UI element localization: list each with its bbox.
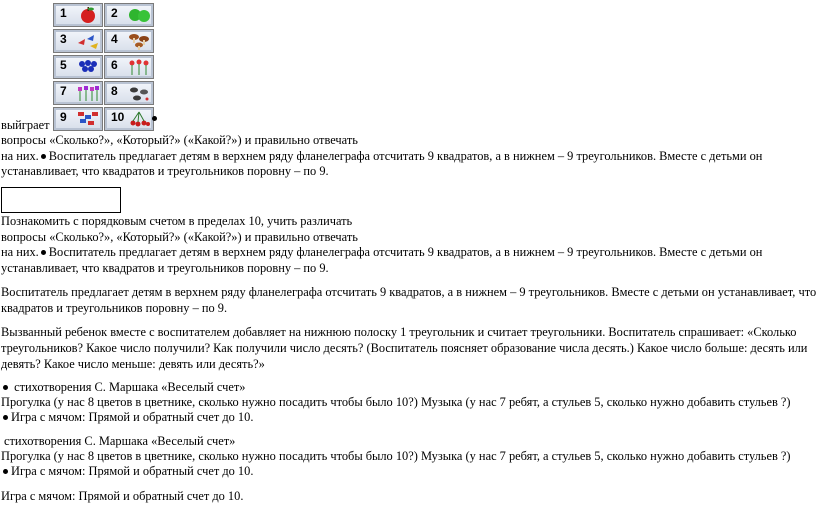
text-line: Прогулка (у нас 8 цветов в цветнике, сколько нужно посадить чтобы было 10?) Музыка (у нас 7 ребят, а стульев 5, сколько нужно добавить стульев ?) (1, 449, 791, 463)
birds-icon (76, 31, 100, 51)
number-card-7 (53, 81, 103, 105)
text-fragment: на них. (1, 149, 39, 163)
text-line: Познакомить с порядковым счетом в пределах 10, учить различать (1, 214, 353, 228)
card-number: 2 (111, 6, 118, 20)
text-line: девять? Какое число меньше: девять или десять?» (1, 357, 265, 371)
number-card-1 (53, 3, 103, 27)
text-fragment: Игра с мячом: Прямой и обратный счет до 10. (11, 410, 254, 424)
card-number: 10 (111, 110, 125, 124)
text-line: выйграет (1, 118, 50, 132)
green-apples-icon (127, 5, 151, 25)
text-line: Прогулка (у нас 8 цветов в цветнике, сколько нужно посадить чтобы было 10?) Музыка (у нас 7 ребят, а стульев 5, сколько нужно добавить стульев ?) (1, 395, 791, 409)
tulips-icon (76, 83, 100, 103)
text-fragment: на них. (1, 245, 39, 259)
text-line (1, 380, 245, 395)
bullet-dot (152, 116, 157, 121)
text-line: Воспитатель предлагает детям в верхнем ряду фланелеграфа отсчитать 9 квадратов, а в нижнем – 9 треугольников. Вместе с детьми он устанавливает, что (1, 285, 816, 299)
text-line: устанавливает, что квадратов и треугольников поровну – по 9. (1, 261, 329, 275)
text-line (1, 410, 253, 425)
number-card-8 (104, 81, 154, 105)
cherries-icon (127, 109, 151, 129)
card-number: 5 (60, 58, 67, 72)
bullet-dot (3, 385, 8, 390)
ducks-icon (127, 83, 151, 103)
bullet-dot (3, 415, 8, 420)
text-line: квадратов и треугольников поровну – по 9. (1, 301, 228, 315)
text-line: устанавливает, что квадратов и треугольников поровну – по 9. (1, 164, 329, 178)
text-fragment: стихотворения С. Маршака «Веселый счет» (14, 380, 246, 394)
text-line (1, 149, 762, 164)
card-number: 8 (111, 84, 118, 98)
card-number: 7 (60, 84, 67, 98)
card-number: 4 (111, 32, 118, 46)
text-line: Игра с мячом: Прямой и обратный счет до 10. (1, 489, 244, 503)
number-card-4 (104, 29, 154, 53)
text-line: стихотворения С. Маршака «Веселый счет» (4, 434, 236, 448)
text-line: вопросы «Сколько?», «Который?» («Какой?») и правильно отвечать (1, 230, 358, 244)
flags-icon (76, 109, 100, 129)
text-fragment: Игра с мячом: Прямой и обратный счет до 10. (11, 464, 254, 478)
flowers-icon (127, 57, 151, 77)
text-fragment: Воспитатель предлагает детям в верхнем ряду фланелеграфа отсчитать 9 квадратов, а в нижнем – 9 треугольников. Вместе с детьми он (48, 149, 763, 163)
card-number: 1 (60, 6, 67, 20)
text-line (1, 245, 762, 260)
number-card-10 (104, 107, 154, 131)
apple-icon (76, 5, 100, 25)
text-fragment: Воспитатель предлагает детям в верхнем ряду фланелеграфа отсчитать 9 квадратов, а в нижнем – 9 треугольников. Вместе с детьми он (48, 245, 763, 259)
text-line: вопросы «Сколько?», «Который?» («Какой?») и правильно отвечать (1, 133, 358, 147)
empty-frame (1, 187, 121, 213)
card-number: 9 (60, 110, 67, 124)
bullet-dot (41, 154, 46, 159)
bullet-dot (3, 469, 8, 474)
grapes-icon (76, 57, 100, 77)
text-line: треугольников? Какое число получили? Как получили число десять? (Воспитатель поясняет образование числа десять.) Какое число больше: десять или (1, 341, 808, 355)
bullet-dot (41, 250, 46, 255)
mushrooms-icon (127, 31, 151, 51)
card-number: 3 (60, 32, 67, 46)
number-card-5 (53, 55, 103, 79)
text-line: Вызванный ребенок вместе с воспитателем добавляет на нижнюю полоску 1 треугольник и считает треугольники. Воспитатель спрашивает: «Сколько (1, 325, 797, 339)
number-card-9 (53, 107, 103, 131)
number-card-2 (104, 3, 154, 27)
number-card-6 (104, 55, 154, 79)
card-number: 6 (111, 58, 118, 72)
text-line (1, 464, 253, 479)
number-card-3 (53, 29, 103, 53)
